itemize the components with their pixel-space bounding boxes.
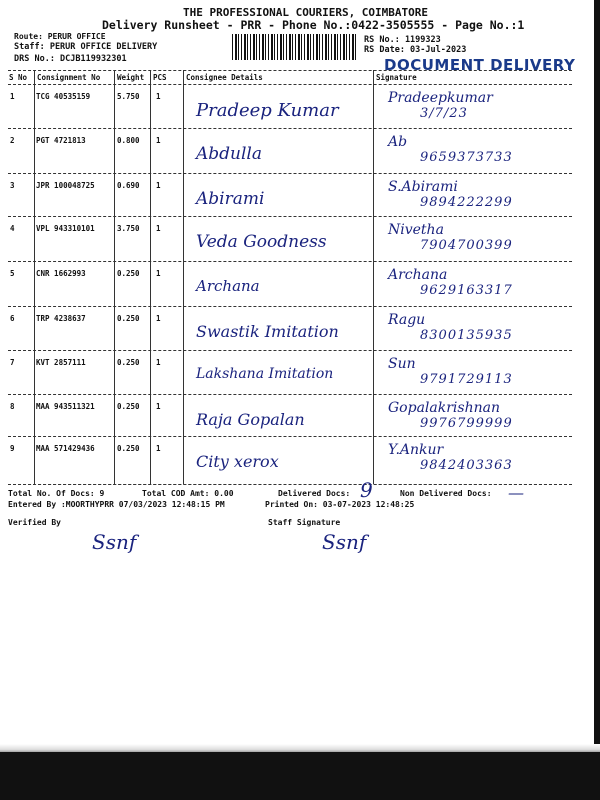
row-consignee: Pradeep Kumar — [196, 100, 339, 121]
barcode — [232, 34, 358, 60]
row-consignment: MAA 943511321 — [36, 402, 95, 411]
row-weight: 0.250 — [117, 269, 140, 278]
row-consignee: Lakshana Imitation — [196, 366, 334, 382]
rs-number: RS No.: 1199323 — [364, 35, 441, 45]
col-divider — [114, 70, 115, 484]
col-sno: S No — [9, 73, 28, 82]
row-sno: 5 — [10, 269, 15, 278]
staff-signature: Ssnf — [322, 530, 367, 554]
row-signature: Sun — [388, 356, 416, 372]
verified-signature: Ssnf — [92, 530, 137, 554]
col-weight: Weight — [117, 73, 145, 82]
row-sno: 8 — [10, 402, 15, 411]
row-weight: 0.690 — [117, 181, 140, 190]
header-rule — [8, 84, 572, 85]
printed-on: Printed On: 03-07-2023 12:48:25 — [265, 500, 415, 509]
row-signature: Pradeepkumar — [388, 90, 493, 106]
footer-rule — [8, 484, 572, 485]
row-pcs: 1 — [156, 136, 161, 145]
col-consignment: Consignment No — [37, 73, 101, 82]
route: Route: PERUR OFFICE — [14, 32, 106, 41]
row-consignment: KVT 2857111 — [36, 358, 86, 367]
row-sno: 9 — [10, 444, 15, 453]
row-separator — [8, 394, 572, 395]
row-consignment: PGT 4721813 — [36, 136, 86, 145]
row-sno: 3 — [10, 181, 15, 190]
col-divider — [150, 70, 151, 484]
scan-edge — [0, 752, 600, 800]
row-signature-note: 9629163317 — [420, 283, 513, 298]
total-cod: Total COD Amt: 0.00 — [142, 489, 234, 498]
row-weight: 0.250 — [117, 314, 140, 323]
row-pcs: 1 — [156, 444, 161, 453]
col-divider — [34, 70, 35, 484]
staff-signature-label: Staff Signature — [268, 518, 341, 527]
row-weight: 0.250 — [117, 444, 140, 453]
row-sno: 6 — [10, 314, 15, 323]
verified-by-label: Verified By — [8, 518, 61, 527]
row-separator — [8, 173, 572, 174]
row-separator — [8, 128, 572, 129]
col-signature: Signature — [376, 73, 417, 82]
row-pcs: 1 — [156, 181, 161, 190]
row-consignment: MAA 571429436 — [36, 444, 95, 453]
row-consignee: Abirami — [196, 189, 265, 209]
delivered-value: 9 — [360, 478, 373, 502]
staff: Staff: PERUR OFFICE DELIVERY — [14, 42, 158, 52]
row-consignment: TRP 4238637 — [36, 314, 86, 323]
row-signature: Y.Ankur — [388, 442, 444, 458]
row-signature: Nivetha — [388, 222, 444, 238]
row-signature-note: 3/7/23 — [420, 106, 468, 121]
row-pcs: 1 — [156, 92, 161, 101]
row-sno: 2 — [10, 136, 15, 145]
row-signature-note: 9842403363 — [420, 458, 513, 473]
row-consignee: Raja Gopalan — [196, 410, 305, 429]
company-title: THE PROFESSIONAL COURIERS, COIMBATORE — [183, 6, 429, 19]
row-weight: 0.800 — [117, 136, 140, 145]
runsheet-title: Delivery Runsheet - PRR - Phone No.:0422-3505555 - Page No.:1 — [102, 18, 525, 32]
row-signature-note: 9894222299 — [420, 195, 513, 210]
rs-date: RS Date: 03-Jul-2023 — [364, 45, 467, 55]
row-weight: 5.750 — [117, 92, 140, 101]
row-weight: 3.750 — [117, 224, 140, 233]
row-consignee: Abdulla — [196, 144, 262, 164]
row-sno: 1 — [10, 92, 15, 101]
row-separator — [8, 306, 572, 307]
non-delivered-label: Non Delivered Docs: — [400, 489, 492, 498]
row-signature: Archana — [388, 267, 448, 283]
col-consignee: Consignee Details — [186, 73, 263, 82]
row-consignment: JPR 100048725 — [36, 181, 95, 190]
drs-number: DRS No.: DCJB119932301 — [14, 54, 127, 64]
row-signature: S.Abirami — [388, 179, 458, 195]
document-delivery-stamp: DOCUMENT DELIVERY — [384, 56, 576, 74]
col-divider — [183, 70, 184, 484]
row-consignee: Swastik Imitation — [196, 322, 339, 341]
col-divider — [373, 70, 374, 484]
row-weight: 0.250 — [117, 358, 140, 367]
row-consignment: CNR 1662993 — [36, 269, 86, 278]
row-pcs: 1 — [156, 402, 161, 411]
entered-by: Entered By :MOORTHYPRR 07/03/2023 12:48:15 PM — [8, 500, 225, 509]
row-pcs: 1 — [156, 224, 161, 233]
row-pcs: 1 — [156, 358, 161, 367]
row-separator — [8, 261, 572, 262]
col-pcs: PCS — [153, 73, 167, 82]
total-docs: Total No. Of Docs: 9 — [8, 489, 105, 498]
row-signature-note: 7904700399 — [420, 238, 513, 253]
row-signature-note: 8300135935 — [420, 328, 513, 343]
row-consignment: VPL 943310101 — [36, 224, 95, 233]
row-separator — [8, 216, 572, 217]
non-delivered-value: — — [508, 483, 524, 502]
row-separator — [8, 436, 572, 437]
row-pcs: 1 — [156, 314, 161, 323]
row-sno: 4 — [10, 224, 15, 233]
scan-edge — [594, 0, 600, 800]
row-consignee: Archana — [196, 277, 260, 295]
row-weight: 0.250 — [117, 402, 140, 411]
row-signature: Gopalakrishnan — [388, 400, 500, 416]
row-signature: Ragu — [388, 312, 426, 328]
row-signature-note: 9659373733 — [420, 150, 513, 165]
row-signature-note: 9791729113 — [420, 372, 513, 387]
delivered-label: Delivered Docs: — [278, 489, 351, 498]
row-signature: Ab — [388, 134, 408, 150]
table-top-rule — [8, 70, 572, 71]
row-consignee: Veda Goodness — [196, 232, 327, 252]
row-consignment: TCG 40535159 — [36, 92, 91, 101]
row-sno: 7 — [10, 358, 15, 367]
row-consignee: City xerox — [196, 452, 279, 471]
row-signature-note: 9976799999 — [420, 416, 513, 431]
row-separator — [8, 350, 572, 351]
row-pcs: 1 — [156, 269, 161, 278]
